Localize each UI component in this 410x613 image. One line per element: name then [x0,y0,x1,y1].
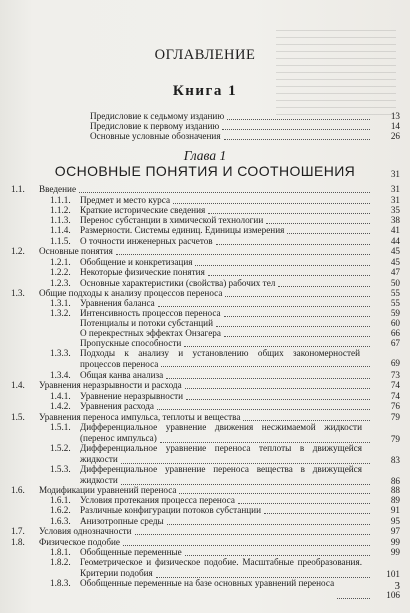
entry-page-number: 47 [390,267,400,277]
entry-page-number: 67 [390,338,400,348]
leader-dots [160,432,370,443]
entry-page-number: 99 [390,547,400,557]
entry-number: 1.4.2. [50,401,71,411]
entry-title: Геометрическое и физическое подобие. Масштабные преобразования. Критерии подобия [80,557,362,578]
book-title: Книга 1 [172,83,238,99]
entry-title: Пропускные способности [80,338,182,348]
entry-page-number: 97 [390,526,400,536]
entry-page-number: 86 [390,476,400,486]
entry-number: 1.3. [11,288,25,298]
entry-number: 1.2.2. [50,267,71,277]
entry-title: Обобщенные переменные [80,547,182,557]
entry-page-number: 59 [390,308,400,318]
entry-title: Краткие исторические сведения [80,205,206,215]
entry-page-number: 74 [390,380,400,390]
entry-page-number: 31 [390,195,400,205]
entry-title: Интенсивность процессов переноса [80,308,221,318]
entry-number: 1.6.1. [50,495,71,505]
entry-page-number: 35 [390,205,400,215]
entry-page-number: 69 [390,358,400,368]
entry-page-number: 55 [390,298,400,308]
leader-dots [185,378,370,389]
entry-title: Уравнения неразрывности и расхода [39,380,182,390]
entry-number: 1.1.3. [50,215,71,225]
entry-page-number: 101 [386,569,400,579]
leader-dots [264,503,370,514]
entry-page-number: 13 [390,111,400,121]
entry-number: 1.1.1. [50,195,71,205]
entry-title: Условия однозначности [39,526,132,536]
entry-page-number: 73 [390,370,400,380]
entry-title: О перекрестных эффектах Онзагера [80,328,221,338]
entry-number: 1.3.4. [50,370,71,380]
entry-title: Основные условные обозначения [90,131,221,141]
entry-title: Общие подходы к анализу процессов переноса [39,288,223,298]
chapter-label: Глава 1 [183,148,227,163]
entry-title: Уравнения баланса [80,298,155,308]
chapter-page-number: 31 [390,169,400,179]
entry-page-number: 41 [390,225,400,235]
leader-dots [161,356,370,367]
entry-number: 1.1.2. [50,205,71,215]
entry-number: 1.6.3. [50,516,71,526]
entry-page-number: 26 [390,131,400,141]
entry-number: 1.2.3. [50,278,71,288]
entry-page-number: 66 [390,328,400,338]
entry-page-number: 14 [390,121,400,131]
entry-title: Общая канва анализа [80,370,164,380]
entry-title: Обобщенные переменные на базе основных уравнений переноса [80,578,335,588]
entry-page-number: 76 [390,401,400,411]
entry-number: 1.8.3. [50,578,71,588]
entry-number: 1.1. [11,184,25,194]
entry-title: Перенос субстанции в химической технологии [80,215,264,225]
entry-page-number: 45 [390,257,400,267]
entry-title: Размерности. Системы единиц. Единицы измерения [80,225,285,235]
entry-number: 1.2. [11,246,25,256]
entry-title: Основные понятия [39,246,113,256]
entry-page-number: 88 [390,485,400,495]
entry-page-number: 45 [390,246,400,256]
entry-number: 1.7. [11,526,25,536]
entry-number: 1.6.2. [50,505,71,515]
leader-dots [157,399,370,410]
entry-title: Модификации уравнений переноса [39,485,177,495]
entry-title: Введение [39,184,77,194]
entry-title: Потенциалы и потоки субстанций [80,318,213,328]
page-number: 3 [394,580,400,592]
entry-title: Дифференциальное уравнение движения несжимаемой жидкости (перенос импульса) [80,422,362,443]
entry-title: Предисловие к первому изданию [90,121,220,131]
entry-title: Уравнения расхода [80,401,155,411]
entry-title: Предмет и место курса [80,195,171,205]
entry-number: 1.3.1. [50,298,71,308]
entry-page-number: 95 [390,516,400,526]
entry-title: Обобщение и конкретизация [80,257,193,267]
entry-number: 1.5.2. [50,443,71,453]
entry-number: 1.8. [11,537,25,547]
entry-number: 1.8.2. [50,557,71,567]
entry-number: 1.5.1. [50,422,71,432]
entry-number: 1.4. [11,380,25,390]
entry-number: 1.5. [11,412,25,422]
entry-page-number: 99 [390,537,400,547]
entry-page-number: 91 [390,505,400,515]
entry-page-number: 79 [390,434,400,444]
leader-dots [243,410,370,421]
toc-title: ОГЛАВЛЕНИЕ [154,47,256,63]
entry-number: 1.4.1. [50,391,71,401]
entry-title: Физическое подобие [39,537,120,547]
entry-title: Уравнение неразрывности [80,391,184,401]
leader-dots [135,524,370,535]
entry-page-number: 83 [390,455,400,465]
entry-number: 1.1.5. [50,236,71,246]
leader-dots [287,223,370,234]
entry-number: 1.1.4. [50,225,71,235]
entry-page-number: 44 [390,236,400,246]
entry-page-number: 50 [390,278,400,288]
entry-title: Дифференциальное уравнение переноса вещества в движущейся жидкости [80,464,362,485]
entry-title: Уравнения переноса импульса, теплоты и вещества [39,412,241,422]
entry-title: Дифференциальное уравнение переноса теплоты в движущейся жидкости [80,443,362,464]
entry-page-number: 106 [386,590,400,600]
entry-title: Анизотропные среды [80,516,164,526]
entry-title: Подходы к анализу и установлению общих закономерностей процессов переноса [80,348,360,369]
leader-dots [79,182,370,193]
entry-number: 1.5.3. [50,464,71,474]
entry-title: Основные характеристики (свойства) рабочих тел [80,278,276,288]
leader-dots [208,265,370,276]
entry-number: 1.6. [11,485,25,495]
entry-title: Условия протекания процесса переноса [80,495,235,505]
entry-page-number: 55 [390,288,400,298]
entry-page-number: 89 [390,495,400,505]
entry-title: Некоторые физические понятия [80,267,205,277]
entry-page-number: 38 [390,215,400,225]
entry-number: 1.3.2. [50,308,71,318]
entry-page-number: 79 [390,412,400,422]
leader-dots [156,567,370,578]
entry-number: 1.2.1. [50,257,71,267]
entry-page-number: 60 [390,318,400,328]
entry-number: 1.3.3. [50,348,71,358]
leader-dots [121,453,370,464]
chapter-title: ОСНОВНЫЕ ПОНЯТИЯ И СООТНОШЕНИЯ [54,163,356,179]
entry-number: 1.8.1. [50,547,71,557]
bleed-through-text [276,30,396,120]
entry-page-number: 31 [390,184,400,194]
leader-dots [116,244,370,255]
leader-dots [224,129,370,140]
leader-dots [185,545,370,556]
entry-title: Предисловие к седьмому изданию [90,111,225,121]
entry-title: О точности инженерных расчетов [80,236,213,246]
entry-page-number: 74 [390,391,400,401]
leader-dots [184,336,370,347]
leader-dots [337,588,370,599]
entry-title: Различные конфигурации потоков субстанции [80,505,262,515]
